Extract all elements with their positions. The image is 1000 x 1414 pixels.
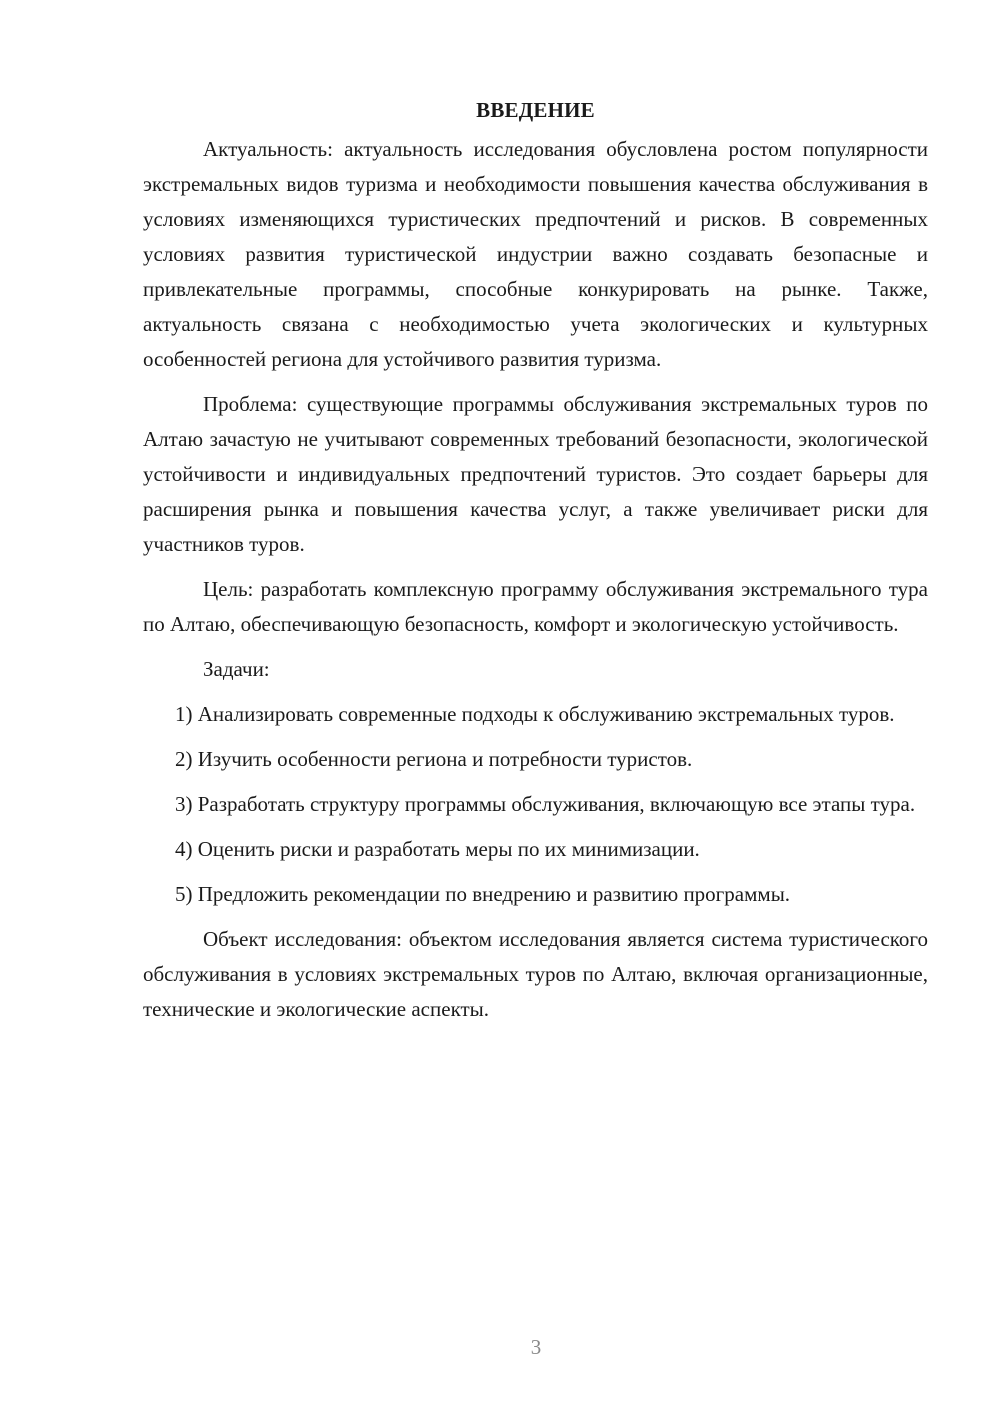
paragraph-goal: Цель: разработать комплексную программу обслуживания экстремального тура по Алтаю, обеспечивающую безопасность, комфорт и экологическую устойчивость. [143, 577, 928, 636]
task-item-2: 2) Изучить особенности региона и потребности туристов. [175, 747, 693, 771]
task-item-3: 3) Разработать структуру программы обслуживания, включающую все этапы тура. [175, 792, 916, 816]
paragraph-relevance: Актуальность: актуальность исследования обусловлена ростом популярности экстремальных видов туризма и необходимости повышения качества обслуживания в условиях изменяющихся туристических предпочтений и рисков. В современных условиях развития туристической индустрии важно создавать безопасные и привлекательные программы, способные конкурировать на рынке. Также, актуальность связана с необходимостью учета экологических и культурных особенностей региона для устойчивого развития туризма. [143, 137, 928, 371]
task-item-5: 5) Предложить рекомендации по внедрению и развитию программы. [175, 882, 791, 906]
task-item-1: 1) Анализировать современные подходы к обслуживанию экстремальных туров. [175, 702, 895, 726]
task-item-4: 4) Оценить риски и разработать меры по их минимизации. [175, 837, 700, 861]
page-number: 3 [530, 1335, 542, 1359]
paragraph-problem: Проблема: существующие программы обслуживания экстремальных туров по Алтаю зачастую не учитывают современных требований безопасности, экологической устойчивости и индивидуальных предпочтений туристов. Это создает барьеры для расширения рынка и повышения качества услуг, а также увеличивает риски для участников туров. [143, 392, 928, 556]
paragraph-tasks-label: Задачи: [203, 657, 270, 681]
paragraph-object: Объект исследования: объектом исследования является система туристического обслуживания в условиях экстремальных туров по Алтаю, включая организационные, технические и экологические аспекты. [143, 927, 928, 1021]
section-heading: ВВЕДЕНИЕ [476, 98, 595, 122]
page-content [143, 93, 928, 1037]
